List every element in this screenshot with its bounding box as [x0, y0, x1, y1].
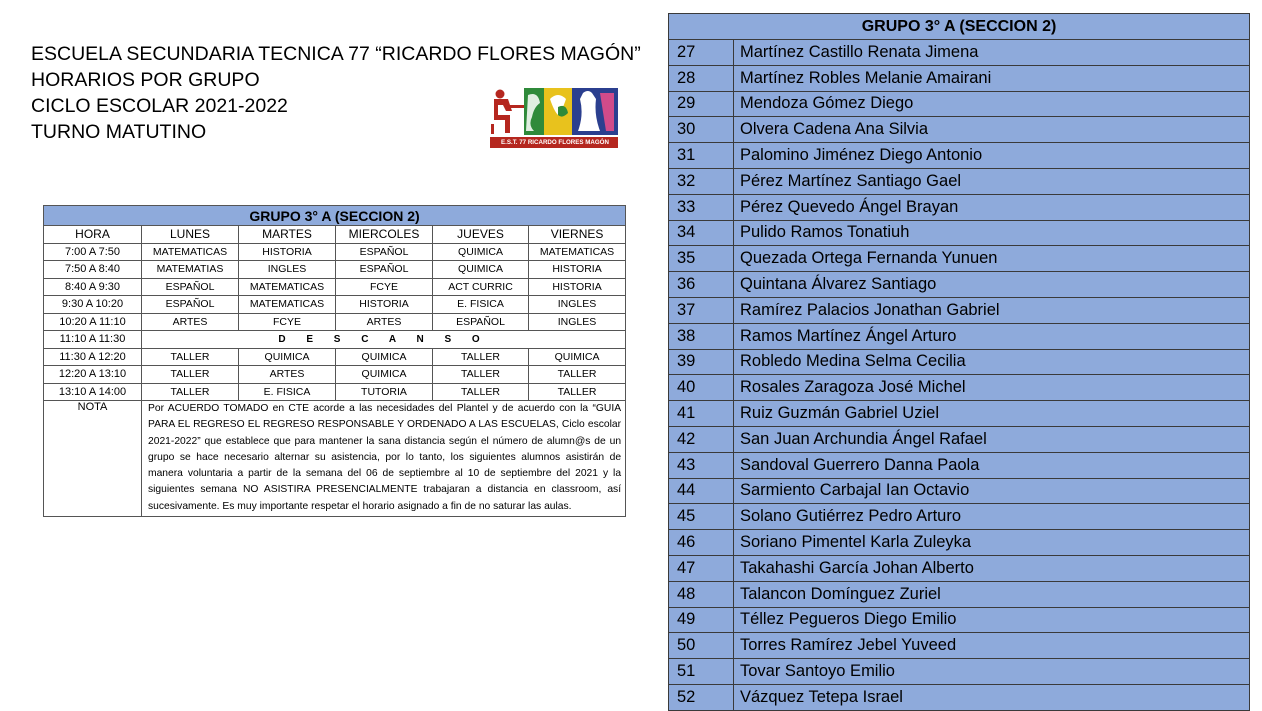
student-row [669, 323, 1250, 349]
student-number: 49 [669, 607, 734, 633]
column-header: MARTES [239, 226, 336, 244]
subject-cell: ARTES [336, 313, 433, 331]
student-number: 48 [669, 581, 734, 607]
subject-cell: TALLER [529, 383, 626, 401]
time-cell: 12:20 A 13:10 [44, 366, 142, 384]
subject-cell: E. FISICA [239, 383, 336, 401]
school-name: ESCUELA SECUNDARIA TECNICA 77 “RICARDO FLORES MAGÓN” [31, 43, 641, 65]
student-row [669, 65, 1250, 91]
student-row [669, 40, 1250, 66]
subject-cell: TALLER [433, 366, 529, 384]
student-name: Talancon Domínguez Zuriel [734, 581, 1250, 607]
student-row [669, 349, 1250, 375]
student-number: 35 [669, 246, 734, 272]
student-number: 38 [669, 323, 734, 349]
student-row [669, 194, 1250, 220]
student-name: Quintana Álvarez Santiago [734, 272, 1250, 298]
subject-cell: ARTES [239, 366, 336, 384]
subject-cell: TALLER [433, 348, 529, 366]
subject-cell: TALLER [529, 366, 626, 384]
student-number: 47 [669, 555, 734, 581]
student-row [669, 168, 1250, 194]
subject-cell: HISTORIA [336, 296, 433, 314]
subject-cell: TALLER [142, 348, 239, 366]
student-name: Martínez Robles Melanie Amairani [734, 65, 1250, 91]
student-number: 45 [669, 504, 734, 530]
student-number: 28 [669, 65, 734, 91]
student-number: 36 [669, 272, 734, 298]
time-cell: 11:30 A 12:20 [44, 348, 142, 366]
schedule-row [44, 313, 626, 331]
student-number: 43 [669, 452, 734, 478]
subject-cell: HISTORIA [239, 243, 336, 261]
note-label: NOTA [44, 401, 142, 517]
student-name: Pérez Quevedo Ángel Brayan [734, 194, 1250, 220]
subject-cell: INGLES [239, 261, 336, 279]
subject-cell: MATEMATICAS [142, 243, 239, 261]
student-number: 27 [669, 40, 734, 66]
subject-cell: INGLES [529, 296, 626, 314]
column-header: HORA [44, 226, 142, 244]
schedule-table [43, 205, 626, 517]
student-name: Ramos Martínez Ángel Arturo [734, 323, 1250, 349]
schedule-header-row [44, 226, 626, 244]
student-row [669, 607, 1250, 633]
subject-cell: TUTORIA [336, 383, 433, 401]
student-list-title: GRUPO 3° A (SECCION 2) [669, 14, 1250, 40]
student-number: 31 [669, 143, 734, 169]
student-name: Robledo Medina Selma Cecilia [734, 349, 1250, 375]
student-row [669, 297, 1250, 323]
column-header: VIERNES [529, 226, 626, 244]
note-text: Por ACUERDO TOMADO en CTE acorde a las necesidades del Plantel y de acuerdo con la “GUIA PARA EL REGRESO EL REGRESO RESPONSABLE Y ORDENADO A LAS ESCUELAS, Ciclo escolar 2021-2022” que establece que para mantener la sana distancia según el número de alumn@s de un grupo se hace necesario alternar su asistencia, por lo tanto, los siguientes alumnos asistirán de manera voluntaria a partir de la semana del 06 de septiembre al 10 de septiembre del 2021 y la siguientes semana NO ASISTIRA PRESENCIALMENTE trabajaran a distancia en classroom, así sucesivamente. Es muy importante respetar el horario asignado a fin de no saturar las aulas. [142, 401, 626, 517]
school-year: CICLO ESCOLAR 2021-2022 [31, 95, 288, 117]
student-number: 46 [669, 530, 734, 556]
student-row [669, 91, 1250, 117]
subject-cell: TALLER [142, 366, 239, 384]
student-row [669, 401, 1250, 427]
student-row [669, 684, 1250, 710]
subject-cell: QUIMICA [239, 348, 336, 366]
student-number: 37 [669, 297, 734, 323]
student-row [669, 272, 1250, 298]
student-number: 41 [669, 401, 734, 427]
student-row [669, 375, 1250, 401]
student-row [669, 478, 1250, 504]
subject-cell: TALLER [433, 383, 529, 401]
student-name: Soriano Pimentel Karla Zuleyka [734, 530, 1250, 556]
student-name: Olvera Cadena Ana Silvia [734, 117, 1250, 143]
break-label: D E S C A N S O [142, 331, 626, 349]
time-cell: 7:50 A 8:40 [44, 261, 142, 279]
student-name: Quezada Ortega Fernanda Yunuen [734, 246, 1250, 272]
student-name: San Juan Archundia Ángel Rafael [734, 426, 1250, 452]
break-row [44, 331, 626, 349]
schedule-row [44, 243, 626, 261]
student-number: 42 [669, 426, 734, 452]
student-name: Sarmiento Carbajal Ian Octavio [734, 478, 1250, 504]
schedule-row [44, 296, 626, 314]
subject-cell: HISTORIA [529, 261, 626, 279]
student-number: 29 [669, 91, 734, 117]
student-number: 39 [669, 349, 734, 375]
subject-cell: E. FISICA [433, 296, 529, 314]
subject-cell: MATEMATICAS [239, 278, 336, 296]
subject-cell: ARTES [142, 313, 239, 331]
student-name: Martínez Castillo Renata Jimena [734, 40, 1250, 66]
student-number: 51 [669, 659, 734, 685]
student-number: 33 [669, 194, 734, 220]
schedule-row [44, 366, 626, 384]
subject-cell: ACT CURRIC [433, 278, 529, 296]
subject-cell: INGLES [529, 313, 626, 331]
schedule-title: GRUPO 3° A (SECCION 2) [44, 206, 626, 226]
student-row [669, 504, 1250, 530]
student-row [669, 659, 1250, 685]
student-number: 50 [669, 633, 734, 659]
subject-cell: HISTORIA [529, 278, 626, 296]
column-header: LUNES [142, 226, 239, 244]
subject-cell: QUIMICA [336, 366, 433, 384]
student-name: Solano Gutiérrez Pedro Arturo [734, 504, 1250, 530]
subject-cell: FCYE [336, 278, 433, 296]
student-name: Vázquez Tetepa Israel [734, 684, 1250, 710]
student-row [669, 555, 1250, 581]
subject-cell: QUIMICA [433, 243, 529, 261]
subject-cell: ESPAÑOL [142, 296, 239, 314]
shift-label: TURNO MATUTINO [31, 121, 207, 143]
student-number: 40 [669, 375, 734, 401]
schedule-row [44, 348, 626, 366]
subject-cell: ESPAÑOL [433, 313, 529, 331]
student-name: Sandoval Guerrero Danna Paola [734, 452, 1250, 478]
time-cell: 8:40 A 9:30 [44, 278, 142, 296]
student-row [669, 633, 1250, 659]
student-name: Pulido Ramos Tonatiuh [734, 220, 1250, 246]
student-number: 44 [669, 478, 734, 504]
school-logo [488, 85, 622, 150]
subject-cell: TALLER [142, 383, 239, 401]
student-name: Takahashi García Johan Alberto [734, 555, 1250, 581]
note-row [44, 401, 626, 517]
student-row [669, 452, 1250, 478]
student-row [669, 143, 1250, 169]
student-name: Tovar Santoyo Emilio [734, 659, 1250, 685]
student-row [669, 117, 1250, 143]
student-number: 52 [669, 684, 734, 710]
subject-cell: FCYE [239, 313, 336, 331]
subject-cell: QUIMICA [529, 348, 626, 366]
student-name: Torres Ramírez Jebel Yuveed [734, 633, 1250, 659]
student-number: 30 [669, 117, 734, 143]
time-cell: 7:00 A 7:50 [44, 243, 142, 261]
column-header: JUEVES [433, 226, 529, 244]
subject-cell: QUIMICA [433, 261, 529, 279]
subject-cell: MATEMATICAS [529, 243, 626, 261]
student-row [669, 581, 1250, 607]
student-number: 32 [669, 168, 734, 194]
student-row [669, 220, 1250, 246]
student-row [669, 530, 1250, 556]
student-row [669, 426, 1250, 452]
student-number: 34 [669, 220, 734, 246]
subject-cell: MATEMATICAS [239, 296, 336, 314]
column-header: MIERCOLES [336, 226, 433, 244]
student-name: Téllez Pegueros Diego Emilio [734, 607, 1250, 633]
schedule-row [44, 261, 626, 279]
subject-cell: ESPAÑOL [142, 278, 239, 296]
student-name: Palomino Jiménez Diego Antonio [734, 143, 1250, 169]
time-cell: 13:10 A 14:00 [44, 383, 142, 401]
time-cell: 9:30 A 10:20 [44, 296, 142, 314]
logo-caption: E.S.T. 77 RICARDO FLORES MAGÓN [501, 139, 609, 146]
student-list-table [668, 13, 1250, 711]
schedule-subtitle: HORARIOS POR GRUPO [31, 69, 260, 91]
schedule-row [44, 278, 626, 296]
schedule-row [44, 383, 626, 401]
subject-cell: ESPAÑOL [336, 243, 433, 261]
student-name: Ramírez Palacios Jonathan Gabriel [734, 297, 1250, 323]
student-row [669, 246, 1250, 272]
subject-cell: MATEMATIAS [142, 261, 239, 279]
student-name: Mendoza Gómez Diego [734, 91, 1250, 117]
student-name: Ruiz Guzmán Gabriel Uziel [734, 401, 1250, 427]
time-cell: 11:10 A 11:30 [44, 331, 142, 349]
student-name: Rosales Zaragoza José Michel [734, 375, 1250, 401]
time-cell: 10:20 A 11:10 [44, 313, 142, 331]
subject-cell: QUIMICA [336, 348, 433, 366]
student-name: Pérez Martínez Santiago Gael [734, 168, 1250, 194]
subject-cell: ESPAÑOL [336, 261, 433, 279]
